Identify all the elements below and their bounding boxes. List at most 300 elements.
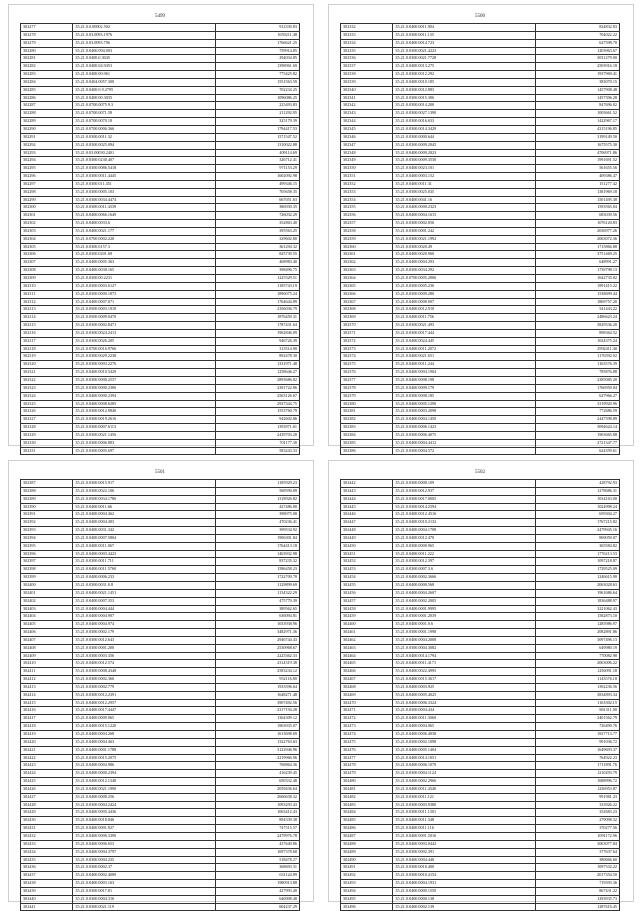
table-row xyxy=(341,447,620,455)
account-code-cell: 35.21.0.0300.0002.366 xyxy=(73,676,215,684)
row-id-cell: 302392 xyxy=(21,519,73,527)
table-row xyxy=(341,408,620,416)
table-row xyxy=(21,731,300,739)
table-row xyxy=(21,550,300,558)
account-code-cell: 35.21.0.0300.0011.1301 xyxy=(393,809,535,817)
table-row xyxy=(341,495,620,503)
table-row xyxy=(21,157,300,165)
amount-cell: 2059436.64 xyxy=(215,785,299,793)
row-id-cell: 302442 xyxy=(341,480,393,488)
table-row xyxy=(341,487,620,495)
table-row xyxy=(21,589,300,597)
table-row xyxy=(21,267,300,275)
account-code-cell: 35.21.0.0400.0004.907 xyxy=(73,613,215,621)
row-id-cell: 302289 xyxy=(21,118,73,126)
account-code-cell: 35.21.0.0300.0015.917 xyxy=(73,480,215,488)
amount-cell: 561655.56 xyxy=(535,165,619,173)
row-id-cell: 302492 xyxy=(341,872,393,880)
table-row xyxy=(21,691,300,699)
amount-cell: 3907492.56 xyxy=(215,699,299,707)
row-id-cell: 302340 xyxy=(341,86,393,94)
row-id-cell: 302446 xyxy=(341,511,393,519)
table-row xyxy=(341,196,620,204)
account-code-cell: 35.21.0.0400.0000.1550 xyxy=(393,887,535,895)
table-row xyxy=(341,94,620,102)
row-id-cell: 302358 xyxy=(341,227,393,235)
table-row xyxy=(341,621,620,629)
account-code-cell: 35.21.0.0300.0011.135 xyxy=(393,31,535,39)
row-id-cell: 302315 xyxy=(21,322,73,330)
account-code-cell: 35.21.0.0300.0021.1456 xyxy=(73,431,215,439)
row-id-cell: 302386 xyxy=(341,447,393,455)
row-id-cell: 302448 xyxy=(341,527,393,535)
row-id-cell: 302456 xyxy=(341,589,393,597)
row-id-cell: 302339 xyxy=(341,78,393,86)
table-row xyxy=(341,55,620,63)
table-row xyxy=(21,290,300,298)
table-row xyxy=(341,439,620,447)
table-row xyxy=(21,676,300,684)
table-row xyxy=(21,408,300,416)
row-id-cell: 302319 xyxy=(21,353,73,361)
row-id-cell: 302466 xyxy=(341,668,393,676)
amount-cell: 1463932.98 xyxy=(215,550,299,558)
account-code-cell: 35.21.0.0400.0010.2132 xyxy=(393,519,535,527)
account-code-cell: 35.21.0.0300.0012.643 xyxy=(73,636,215,644)
table-row xyxy=(21,376,300,384)
row-id-cell: 302321 xyxy=(21,369,73,377)
account-code-cell: 35.21.0.03.0093.1976 xyxy=(73,31,215,39)
amount-cell: 2946744.43 xyxy=(215,636,299,644)
row-id-cell: 302303 xyxy=(21,227,73,235)
account-code-cell: 35.21.0.0300.0024.2413 xyxy=(73,329,215,337)
row-id-cell: 302304 xyxy=(21,235,73,243)
row-id-cell: 302376 xyxy=(341,369,393,377)
row-id-cell: 302397 xyxy=(21,558,73,566)
row-id-cell: 302429 xyxy=(21,809,73,817)
row-id-cell: 302452 xyxy=(341,558,393,566)
account-code-cell: 35.21.0.0300.0007.6113 xyxy=(73,424,215,432)
table-row xyxy=(341,848,620,856)
row-id-cell: 302388 xyxy=(21,487,73,495)
amount-cell: 398496.75 xyxy=(215,267,299,275)
table-row xyxy=(21,848,300,856)
table-row xyxy=(341,204,620,212)
account-code-cell: 35.21.0.0400.0003.925 xyxy=(393,683,535,691)
table-row xyxy=(21,384,300,392)
account-code-cell: 35.21.0.0400.0021.1451 xyxy=(73,589,215,597)
account-code-cell: 35.21.0.0400.0024.445 xyxy=(393,337,535,345)
row-id-cell: 302472 xyxy=(341,715,393,723)
account-code-cell: 35.21.0.0400.0005.4025 xyxy=(393,691,535,699)
row-id-cell: 302372 xyxy=(341,337,393,345)
account-code-cell: 35.21.0.0400.0012.470 xyxy=(393,534,535,542)
amount-cell: 1322763.63 xyxy=(215,738,299,746)
account-code-cell: 35.21.0.0300.0003.2098 xyxy=(393,408,535,416)
table-row xyxy=(21,597,300,605)
amount-cell: 683039.56 xyxy=(535,212,619,220)
amount-cell: 719393.36 xyxy=(535,880,619,888)
account-code-cell: 35.21.0.0300.0004.316 xyxy=(73,895,215,903)
amount-cell: 946726.39 xyxy=(215,337,299,345)
table-row xyxy=(341,707,620,715)
account-code-cell: 35.21.0.0300.0003.9380 xyxy=(393,801,535,809)
account-code-cell: 35.21.0.0400.00.061 xyxy=(73,71,215,79)
table-row xyxy=(21,707,300,715)
row-id-cell: 302311 xyxy=(21,290,73,298)
row-id-cell: 302281 xyxy=(21,55,73,63)
account-code-cell: 35.21.0.0400.0020.960 xyxy=(393,251,535,259)
account-code-cell: 35.21.0.0400.0003.0442 xyxy=(393,840,535,848)
account-code-cell: 35.21.0.0400.0007.071 xyxy=(73,298,215,306)
account-code-cell: 35.21.0.0300.0004.1124 xyxy=(393,770,535,778)
account-code-cell: 35.21.0.0300.0002.1098 xyxy=(393,738,535,746)
row-id-cell: 302482 xyxy=(341,793,393,801)
account-code-cell: 35.21.0.0300.0002.779 xyxy=(73,683,215,691)
amount-cell: 1571547.52 xyxy=(215,133,299,141)
row-id-cell: 302423 xyxy=(21,762,73,770)
account-code-cell: 35.21.0.0700.0075.9.3 xyxy=(73,102,215,110)
account-code-cell: 35.21.0.0300.0034.4474 xyxy=(73,196,215,204)
table-row xyxy=(21,629,300,637)
amount-cell: 365584.82 xyxy=(535,542,619,550)
amount-cell: 2439703.20 xyxy=(215,431,299,439)
row-id-cell: 302374 xyxy=(341,353,393,361)
row-id-cell: 302349 xyxy=(341,157,393,165)
amount-cell: 648991.27 xyxy=(535,259,619,267)
row-id-cell: 302277 xyxy=(21,24,73,32)
table-row xyxy=(21,574,300,582)
account-code-cell: 35.21.0.0300.0005.697 xyxy=(73,447,215,455)
row-id-cell: 302491 xyxy=(341,864,393,872)
amount-cell: 352683.23 xyxy=(535,809,619,817)
table-row xyxy=(341,534,620,542)
amount-cell: 1869757.20 xyxy=(535,298,619,306)
amount-cell: 3094624.14 xyxy=(535,424,619,432)
table-row xyxy=(21,715,300,723)
table-row xyxy=(21,439,300,447)
account-code-cell: 35.21.0.0400.0001.0.6 xyxy=(393,621,535,629)
account-code-cell: 35.21.0.0300.0007.3.6 xyxy=(393,566,535,574)
account-code-cell: 35.21.0.0400.0021.1990 xyxy=(73,785,215,793)
account-code-cell: 35.21.0.0300.0001.200 xyxy=(73,644,215,652)
amount-cell: 1225329.51 xyxy=(215,275,299,283)
amount-cell: 604237.29 xyxy=(215,903,299,911)
table-row xyxy=(341,78,620,86)
table-row xyxy=(21,102,300,110)
row-id-cell: 302307 xyxy=(21,259,73,267)
table-row xyxy=(341,652,620,660)
account-code-cell: 35.21.0.0300.0010.400 xyxy=(393,864,535,872)
table-row xyxy=(341,785,620,793)
account-code-cell: 35.21.0.0300.0021.493 xyxy=(393,322,535,330)
amount-cell: 1203963.67 xyxy=(535,47,619,55)
table-row xyxy=(341,864,620,872)
account-code-cell: 35.21.0.0300.0031.0.8 xyxy=(73,581,215,589)
row-id-cell: 302474 xyxy=(341,731,393,739)
table-row xyxy=(341,778,620,786)
table-row xyxy=(21,770,300,778)
account-code-cell: 35.21.0.0400.0009.065 xyxy=(73,715,215,723)
account-code-cell: 35.21.0.0400.0006.653 xyxy=(73,840,215,848)
row-id-cell: 302420 xyxy=(21,738,73,746)
amount-cell: 1501495.38 xyxy=(535,196,619,204)
table-row xyxy=(21,558,300,566)
account-code-cell: 35.21.0.0400.0011.3060 xyxy=(393,715,535,723)
row-id-cell: 302454 xyxy=(341,574,393,582)
row-id-cell: 302395 xyxy=(21,542,73,550)
amount-cell: 650332.48 xyxy=(215,778,299,786)
table-row xyxy=(21,801,300,809)
amount-cell: 2563126.67 xyxy=(215,392,299,400)
account-code-cell: 35.21.0.0300.0004.434 xyxy=(393,707,535,715)
amount-cell: 1076120.83 xyxy=(535,220,619,228)
table-row xyxy=(341,235,620,243)
table-row xyxy=(341,384,620,392)
account-code-cell: 35.21.0.0400.0004.268 xyxy=(73,731,215,739)
row-id-cell: 302404 xyxy=(21,613,73,621)
row-id-cell: 302365 xyxy=(341,282,393,290)
account-code-cell: 35.21.0.0400.0004.293 xyxy=(393,259,535,267)
table-row xyxy=(21,345,300,353)
table-row xyxy=(341,125,620,133)
account-code-cell: 35.21.0.0400.0004.462 xyxy=(73,511,215,519)
account-code-cell: 35.21.0.0700.0006.366 xyxy=(73,125,215,133)
table-row xyxy=(341,416,620,424)
amount-cell: 1675575.30 xyxy=(535,141,619,149)
account-code-cell: 35.21.0.0300.0002.056 xyxy=(393,220,535,228)
table-row xyxy=(341,63,620,71)
account-code-cell: 35.21.0.0400.0009.179 xyxy=(393,384,535,392)
account-code-cell: 35.21.0.0400.0006.233 xyxy=(73,574,215,582)
table-row xyxy=(21,511,300,519)
table-row xyxy=(341,251,620,259)
table-row xyxy=(341,353,620,361)
row-id-cell: 302419 xyxy=(21,731,73,739)
amount-cell: 541443.22 xyxy=(535,306,619,314)
amount-cell: 837235.32 xyxy=(215,558,299,566)
table-row xyxy=(341,605,620,613)
row-id-cell: 302279 xyxy=(21,39,73,47)
amount-cell: 416239.45 xyxy=(215,770,299,778)
amount-cell: 2486623.24 xyxy=(535,314,619,322)
table-row xyxy=(341,227,620,235)
amount-cell: 705658.35 xyxy=(215,188,299,196)
amount-cell: 2721347.77 xyxy=(535,439,619,447)
table-row xyxy=(341,558,620,566)
amount-cell: 583243.33 xyxy=(215,447,299,455)
table-row xyxy=(341,613,620,621)
account-code-cell: 35.21.0.0300.0004.2424 xyxy=(73,801,215,809)
amount-cell: 2447598.89 xyxy=(535,416,619,424)
row-id-cell: 302425 xyxy=(21,778,73,786)
account-code-cell: 35.21.0.0300.0017.444 xyxy=(393,329,535,337)
account-code-cell: 35.21.0.0400.0004.444 xyxy=(73,605,215,613)
account-code-cell: 35.21.0.0400.0010.185 xyxy=(393,78,535,86)
amount-cell: 2479976.78 xyxy=(215,832,299,840)
amount-cell: 1927713.77 xyxy=(535,731,619,739)
account-code-cell: 35.21.0.0400.0015.3617 xyxy=(393,676,535,684)
amount-cell: 2356036.79 xyxy=(215,306,299,314)
table-row xyxy=(341,887,620,895)
amount-cell: 1613698.69 xyxy=(215,731,299,739)
amount-cell: 627966.27 xyxy=(535,392,619,400)
row-id-cell: 302389 xyxy=(21,495,73,503)
row-id-cell: 302364 xyxy=(341,275,393,283)
amount-cell: 1538699.44 xyxy=(535,290,619,298)
account-code-cell: 35.21.0.0400.0021.651 xyxy=(393,353,535,361)
amount-cell: 499346.15 xyxy=(215,180,299,188)
account-code-cell: 35.21.0.0400.0004.2008 xyxy=(393,636,535,644)
account-code-cell: 35.21.0.0400.0003.4423 xyxy=(73,550,215,558)
table-row xyxy=(341,668,620,676)
row-id-cell: 302299 xyxy=(21,196,73,204)
table-row xyxy=(21,668,300,676)
table-row xyxy=(21,903,300,911)
table-row xyxy=(341,581,620,589)
amount-cell: 395563.25 xyxy=(215,227,299,235)
amount-cell: 1398961.69 xyxy=(215,63,299,71)
table-row xyxy=(341,157,620,165)
account-code-cell: 35.21.0.0400.0000.568 xyxy=(393,581,535,589)
amount-cell: 470236.41 xyxy=(215,519,299,527)
row-id-cell: 302450 xyxy=(341,542,393,550)
amount-cell: 352863.40 xyxy=(215,220,299,228)
amount-cell: 383070.15 xyxy=(535,78,619,86)
row-id-cell: 302351 xyxy=(341,173,393,181)
account-code-cell: 35.21.0.0300.0015.2075 xyxy=(73,754,215,762)
row-id-cell: 302354 xyxy=(341,196,393,204)
amount-cell: 409114.69 xyxy=(215,149,299,157)
account-code-cell: 35.21.0.0300.0000.965 xyxy=(393,542,535,550)
table-row xyxy=(341,400,620,408)
table-row xyxy=(21,793,300,801)
amount-cell: 1937969.41 xyxy=(535,71,619,79)
table-row xyxy=(341,715,620,723)
row-id-cell: 302458 xyxy=(341,605,393,613)
row-id-cell: 302334 xyxy=(341,39,393,47)
row-id-cell: 302341 xyxy=(341,94,393,102)
table-row xyxy=(21,832,300,840)
table-row xyxy=(341,133,620,141)
row-id-cell: 302400 xyxy=(21,581,73,589)
amount-cell: 329602.80 xyxy=(215,235,299,243)
amount-cell: 764922.23 xyxy=(535,754,619,762)
row-id-cell: 302410 xyxy=(21,660,73,668)
table-row xyxy=(21,534,300,542)
account-code-cell: 35.21.0.0400.0002.2966 xyxy=(393,778,535,786)
table-row xyxy=(21,110,300,118)
amount-cell: 1236953.87 xyxy=(535,785,619,793)
table-row xyxy=(341,895,620,903)
account-code-cell: 35.21.0.0400.0038.165 xyxy=(73,267,215,275)
amount-cell: 1776213.53 xyxy=(535,550,619,558)
amount-cell: 3221062.43 xyxy=(535,605,619,613)
amount-cell: 775425.82 xyxy=(215,71,299,79)
table-row xyxy=(21,337,300,345)
ledger-sheet xyxy=(340,469,620,909)
row-id-cell: 302338 xyxy=(341,71,393,79)
amount-cell: 2666638.32 xyxy=(215,793,299,801)
amount-cell: 768864.36 xyxy=(215,762,299,770)
table-row xyxy=(341,731,620,739)
amount-cell: 225493.83 xyxy=(215,102,299,110)
row-id-cell: 302312 xyxy=(21,298,73,306)
table-row xyxy=(21,31,300,39)
account-code-cell: 35.21.0.0300.0012.937 xyxy=(393,487,535,495)
table-row xyxy=(21,605,300,613)
account-code-cell: 35.21.0.0400.0004.974 xyxy=(73,621,215,629)
row-id-cell: 302453 xyxy=(341,566,393,574)
table-row xyxy=(21,825,300,833)
table-row xyxy=(21,55,300,63)
row-id-cell: 302296 xyxy=(21,173,73,181)
account-code-cell: 35.21.0.0400.0001.5016 xyxy=(393,832,535,840)
row-id-cell: 302418 xyxy=(21,723,73,731)
table-row xyxy=(21,227,300,235)
amount-cell: 1586458.23 xyxy=(215,566,299,574)
table-row xyxy=(21,235,300,243)
row-id-cell: 302350 xyxy=(341,165,393,173)
table-row xyxy=(21,165,300,173)
row-id-cell: 302330 xyxy=(21,439,73,447)
table-row xyxy=(21,275,300,283)
amount-cell: 1602092.98 xyxy=(215,173,299,181)
account-code-cell: 35.21.0.0300.0009.280 xyxy=(393,290,535,298)
row-id-cell: 302422 xyxy=(21,754,73,762)
amount-cell: 377637.64 xyxy=(535,848,619,856)
account-code-cell: 35.21.0.0400.0010.5429 xyxy=(73,369,215,377)
amount-cell: 861311.00 xyxy=(535,707,619,715)
table-row xyxy=(341,691,620,699)
row-id-cell: 302332 xyxy=(341,24,393,32)
row-id-cell: 302417 xyxy=(21,715,73,723)
table-row xyxy=(21,133,300,141)
amount-cell: 1648271.48 xyxy=(215,691,299,699)
table-row xyxy=(21,361,300,369)
row-id-cell: 302286 xyxy=(21,94,73,102)
amount-cell: 1097218.87 xyxy=(535,558,619,566)
amount-cell: 2219966.96 xyxy=(215,754,299,762)
account-code-cell: 35.21.0.0400.0017.4447 xyxy=(73,707,215,715)
amount-cell: 368693.31 xyxy=(215,864,299,872)
row-id-cell: 302484 xyxy=(341,809,393,817)
account-code-cell: 35.21.0.0400.0012.1348 xyxy=(73,778,215,786)
account-code-cell: 35.21.0.0300.0012.9840 xyxy=(73,408,215,416)
row-id-cell: 302435 xyxy=(21,856,73,864)
account-code-cell: 35.21.0.0400.0004.493 xyxy=(73,519,215,527)
table-row xyxy=(341,825,620,833)
amount-cell: 568590.09 xyxy=(215,487,299,495)
table-row xyxy=(341,629,620,637)
table-row xyxy=(341,369,620,377)
account-code-cell: 35.21.0.0400.0011.756 xyxy=(393,314,535,322)
account-code-cell: 35.21.0.0300.0003.356 xyxy=(73,652,215,660)
table-row xyxy=(21,329,300,337)
amount-cell: 2225362.33 xyxy=(215,652,299,660)
row-id-cell: 302352 xyxy=(341,180,393,188)
table-row xyxy=(21,431,300,439)
table-row xyxy=(341,754,620,762)
row-id-cell: 302380 xyxy=(341,400,393,408)
amount-cell: 1457908.48 xyxy=(535,86,619,94)
amount-cell: 631124.89 xyxy=(215,872,299,880)
row-id-cell: 302439 xyxy=(21,887,73,895)
row-id-cell: 302314 xyxy=(21,314,73,322)
account-code-cell: 35.21.0.0300.0029.2238 xyxy=(73,353,215,361)
amount-cell: 2503916.18 xyxy=(535,63,619,71)
ledger-table xyxy=(20,479,300,911)
